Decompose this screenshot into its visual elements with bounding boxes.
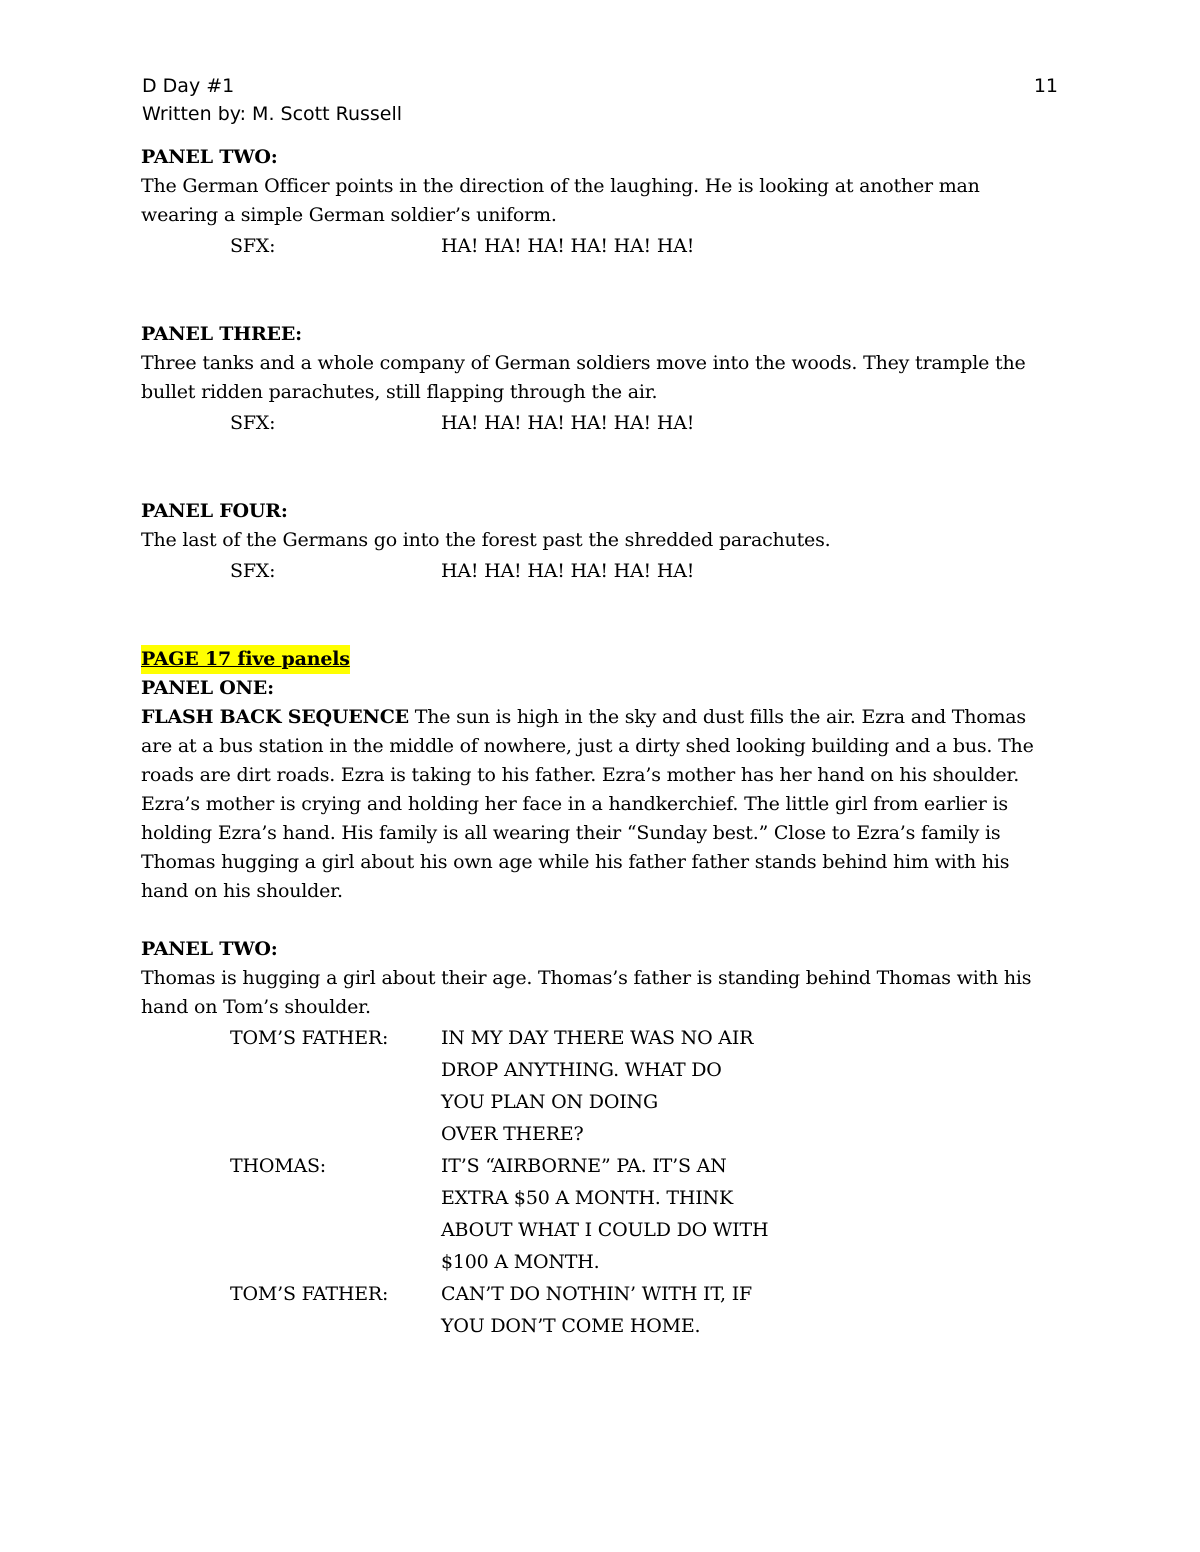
- dialog-line: YOU DON’T COME HOME.: [441, 1315, 701, 1337]
- document-title: D Day #1: [142, 75, 235, 97]
- dialog-block: [141, 1022, 1061, 1150]
- dialog-text: [441, 1022, 861, 1150]
- dialog-speaker: TOM’S FATHER:: [230, 1283, 389, 1305]
- dialog-line: IT’S “AIRBORNE” PA. IT’S AN: [441, 1155, 727, 1177]
- sfx-line: [141, 407, 1061, 439]
- sequence-lead: FLASH BACK SEQUENCE: [141, 706, 409, 728]
- dialog-block: [141, 1150, 1061, 1278]
- panel-heading: PANEL ONE:: [141, 677, 274, 699]
- panel-block: [141, 935, 1061, 1342]
- dialog-line: CAN’T DO NOTHIN’ WITH IT, IF: [441, 1283, 753, 1305]
- dialog-line: EXTRA $50 A MONTH. THINK: [441, 1187, 733, 1209]
- sfx-text: HA! HA! HA! HA! HA! HA!: [441, 560, 695, 582]
- dialog-text: [441, 1278, 861, 1342]
- sfx-text: HA! HA! HA! HA! HA! HA!: [441, 235, 695, 257]
- page-tag-highlight: PAGE 17 five panels: [141, 645, 350, 674]
- panel-block: [141, 674, 1061, 906]
- sfx-text: HA! HA! HA! HA! HA! HA!: [441, 412, 695, 434]
- sfx-line: [141, 230, 1061, 262]
- dialog-speaker: THOMAS:: [230, 1155, 327, 1177]
- panel-description: Three tanks and a whole company of German soldiers move into the woods. They trample the bullet ridden parachutes, still flapping through the air.: [141, 352, 1026, 403]
- page-number: 11: [1033, 75, 1058, 97]
- panel-block: [141, 320, 1061, 439]
- panel-description-text: The sun is high in the sky and dust fills the air. Ezra and Thomas are at a bus station in the middle of nowhere, just a dirty shed looking building and a bus. The roads are dirt roads. Ezra is taking to his father. Ezra’s mother has her hand on his shoulder. Ezra’s mother is crying and holding her face in a handkerchief. The little girl from earlier is holding Ezra’s hand. His family is all wearing their “Sunday best.” Close to Ezra’s family is Thomas hugging a girl about his own age while his father father stands behind him with his hand on his shoulder.: [141, 706, 1034, 902]
- dialog-text: [441, 1150, 861, 1278]
- dialog-line: $100 A MONTH.: [441, 1251, 600, 1273]
- page-header: [142, 72, 1058, 128]
- author-line: Written by: M. Scott Russell: [142, 103, 403, 125]
- panel-description: Thomas is hugging a girl about their age. Thomas’s father is standing behind Thomas with his hand on Tom’s shoulder.: [141, 967, 1032, 1018]
- panel-heading: PANEL TWO:: [141, 146, 278, 168]
- sfx-label: SFX:: [230, 235, 276, 257]
- panel-heading: PANEL FOUR:: [141, 500, 288, 522]
- panel-description: The German Officer points in the direction of the laughing. He is looking at another man wearing a simple German soldier’s uniform.: [141, 175, 980, 226]
- dialog-line: IN MY DAY THERE WAS NO AIR: [441, 1027, 754, 1049]
- dialog-speaker: TOM’S FATHER:: [230, 1027, 389, 1049]
- panel-heading: PANEL THREE:: [141, 323, 302, 345]
- sfx-line: [141, 555, 1061, 587]
- sfx-label: SFX:: [230, 560, 276, 582]
- script-body: [141, 143, 1061, 1342]
- dialog-line: OVER THERE?: [441, 1123, 584, 1145]
- panel-block: [141, 497, 1061, 587]
- sfx-label: SFX:: [230, 412, 276, 434]
- page-section: [141, 645, 1061, 1342]
- panel-heading: PANEL TWO:: [141, 938, 278, 960]
- panel-description: The last of the Germans go into the forest past the shredded parachutes.: [141, 529, 831, 551]
- panel-description: [141, 703, 1061, 906]
- dialog-line: YOU PLAN ON DOING: [441, 1091, 658, 1113]
- dialog-line: ABOUT WHAT I COULD DO WITH: [441, 1219, 769, 1241]
- dialog-line: DROP ANYTHING. WHAT DO: [441, 1059, 722, 1081]
- panel-block: [141, 143, 1061, 262]
- dialog-block: [141, 1278, 1061, 1342]
